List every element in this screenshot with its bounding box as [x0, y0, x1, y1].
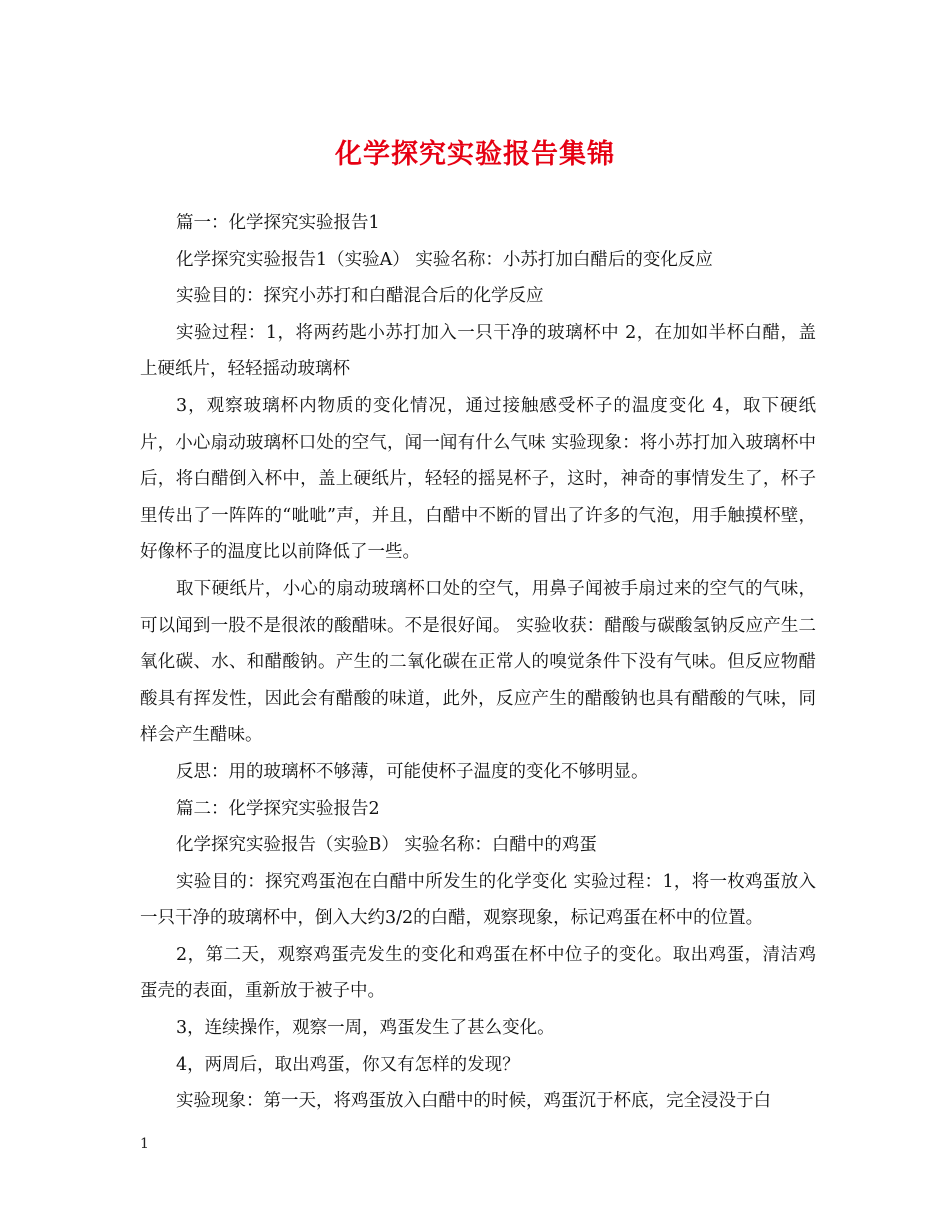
experiment-b-step-4: 4，两周后，取出鸡蛋，你又有怎样的发现？ — [176, 1054, 520, 1075]
experiment-b-purpose: 实验目的：探究鸡蛋泡在白醋中所发生的化学变化 实验过程：1，将一枚鸡蛋放入一只干净的玻璃杯中，倒入大约3/2的白醋，观察现象，标记鸡蛋在杯中的位置。 — [140, 871, 816, 929]
document-title: 化学探究实验报告集锦 — [335, 139, 615, 170]
experiment-b-step-2: 2，第二天，观察鸡蛋壳发生的变化和鸡蛋在杯中位子的变化。取出鸡蛋，清洁鸡蛋壳的表面，重新放于被子中。 — [140, 944, 816, 1002]
document-body — [140, 205, 816, 1120]
experiment-b-name: 化学探究实验报告（实验B） 实验名称：白醋中的鸡蛋 — [176, 835, 597, 856]
page-number: 1 — [140, 1136, 149, 1152]
experiment-a-gain: 取下硬纸片，小心的扇动玻璃杯口处的空气，用鼻子闻被手扇过来的空气的气味，可以闻到一股不是很浓的酸醋味。不是很好闻。 实验收获：醋酸与碳酸氢钠反应产生二氧化碳、水、和醋酸钠。产生的二氧化碳在正常人的嗅觉条件下没有气味。但反应物醋酸具有挥发性，因此会有醋酸的味道，此外，反应产生的醋酸钠也具有醋酸的气味，同样会产生醋味。 — [140, 578, 816, 746]
experiment-a-purpose: 实验目的：探究小苏打和白醋混合后的化学反应 — [176, 286, 544, 307]
experiment-a-phenomenon: 3，观察玻璃杯内物质的变化情况，通过接触感受杯子的温度变化 4，取下硬纸片，小心扇动玻璃杯口处的空气，闻一闻有什么气味 实验现象：将小苏打加入玻璃杯中后，将白醋倒入杯中，盖上硬纸片，轻轻的摇晃杯子，这时，神奇的事情发生了，杯子里传出了一阵阵的“呲呲”声，并且，白醋中不断的冒出了许多的气泡，用手触摸杯壁，好像杯子的温度比以前降低了一些。 — [140, 395, 816, 563]
experiment-b-phenomenon: 实验现象：第一天，将鸡蛋放入白醋中的时候，鸡蛋沉于杯底，完全浸没于白 — [176, 1091, 771, 1112]
section-heading-1: 篇一：化学探究实验报告1 — [176, 213, 380, 233]
experiment-a-name: 化学探究实验报告1（实验A） 实验名称：小苏打加白醋后的变化反应 — [176, 249, 713, 270]
section-heading-2: 篇二：化学探究实验报告2 — [176, 798, 380, 819]
experiment-a-process: 实验过程：1，将两药匙小苏打加入一只干净的玻璃杯中 2，在加如半杯白醋，盖上硬纸片，轻轻摇动玻璃杯 — [140, 322, 816, 380]
experiment-a-reflection: 反思：用的玻璃杯不够薄，可能使杯子温度的变化不够明显。 — [176, 761, 649, 782]
experiment-b-step-3: 3，连续操作，观察一周，鸡蛋发生了甚么变化。 — [176, 1018, 555, 1039]
